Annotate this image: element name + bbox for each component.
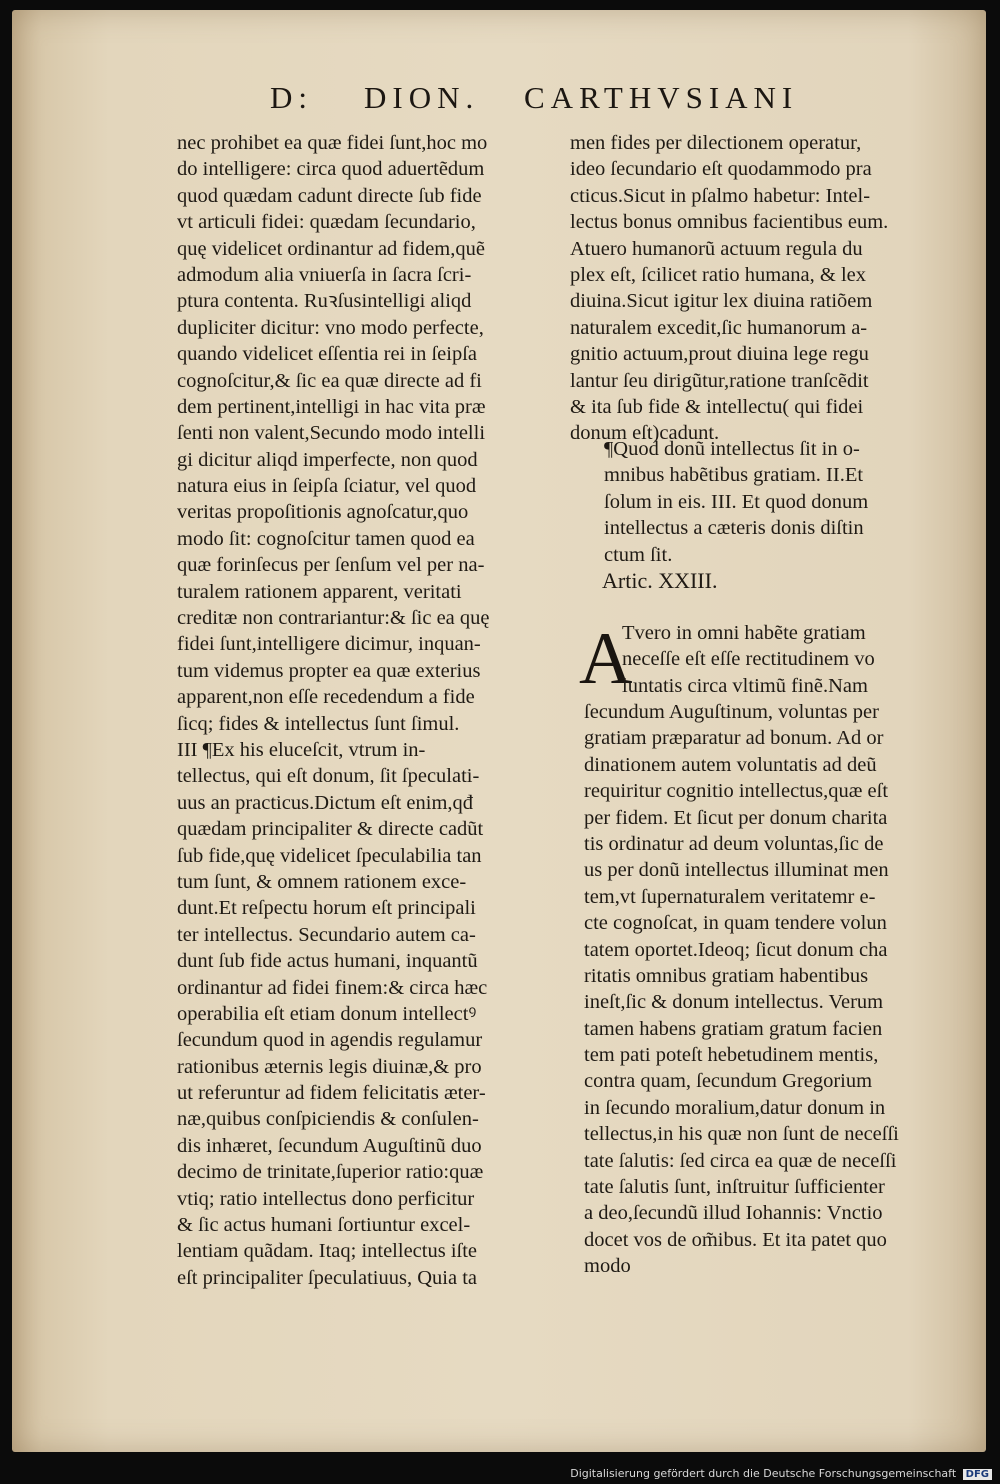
text-line: & ita ſub fide & intellectu( qui fidei: [570, 395, 864, 418]
text-line: tum videmus propter ea quæ exterius: [177, 659, 481, 682]
text-line: modo ſit: cognoſcitur tamen quod ea: [177, 527, 475, 550]
text-line: requiritur cognitio intellectus,quæ eſt: [584, 780, 889, 803]
text-line: nec prohibet ea quæ fidei ſunt,hoc mo: [177, 132, 488, 154]
text-line: vt articuli fidei: quædam ſecundario,: [177, 211, 476, 234]
left-column: [177, 130, 562, 1291]
summary-line: ſolum in eis. III. Et quod donum: [604, 490, 869, 513]
footer-text: Digitalisierung gefördert durch die Deutsche Forschungsgemeinschaft: [570, 1467, 957, 1480]
dfg-logo: DFG: [963, 1469, 992, 1480]
text-line: do intelligere: circa quod aduertẽdum: [177, 158, 485, 181]
text-line: ideo ſecundario eſt quodammodo pra: [570, 158, 872, 181]
text-line: gnitio actuum,prout diuina lege regu: [570, 343, 869, 366]
text-line: Tvero in omni habẽte gratiam: [622, 622, 866, 644]
text-line: quę videlicet ordinantur ad fidem,quẽ: [177, 237, 485, 260]
article-heading: Artic. XXIII.: [602, 568, 718, 593]
text-line: tamen habens gratiam gratum facien: [584, 1017, 883, 1040]
text-line: tis ordinatur ad deum voluntas,ſic de: [584, 832, 884, 855]
text-line: docet vos de om̃ibus. Et ita patet quo: [584, 1228, 887, 1251]
text-line: & ſic actus humani ſortiuntur excel-: [177, 1214, 471, 1237]
article-summary: [604, 436, 954, 568]
text-line: ordinantur ad fidei finem:& circa hæc: [177, 976, 488, 999]
text-line: Atuero humanorũ actuum regula du: [570, 237, 863, 260]
text-line: modo: [584, 1255, 631, 1278]
text-line: ptura contenta. Ruꝛſusintelligi aliqd: [177, 290, 472, 313]
text-line: per fidem. Et ſicut per donum charita: [584, 806, 888, 829]
text-line: uus an practicus.Dictum eſt enim,qđ: [177, 791, 474, 814]
paragraph-start: [622, 620, 972, 699]
text-line: men fides per dilectionem operatur,: [570, 132, 862, 154]
book-page: [12, 10, 986, 1452]
text-line: dinationem autem voluntatis ad deũ: [584, 753, 877, 776]
summary-line: intellectus a cæteris donis diſtin: [604, 517, 864, 540]
text-line: cticus.Sicut in pſalmo habetur: Intel-: [570, 184, 871, 207]
text-line: rationibus æternis legis diuinæ,& pro: [177, 1055, 482, 1078]
text-line: tate ſalutis: ſed circa ea quæ de neceſſi: [584, 1149, 897, 1172]
running-header: [12, 80, 986, 120]
text-line: naturalem excedit,ſic humanorum a-: [570, 316, 868, 339]
text-line: gratiam præparatur ad bonum. Ad or: [584, 727, 884, 750]
text-line: in ſecundo moralium,datur donum in: [584, 1096, 886, 1119]
text-line: quando videlicet eſſentia rei in ſeipſa: [177, 343, 477, 366]
text-line: dem pertinent,intelligi in hac vita præ: [177, 395, 486, 418]
text-line: vtiq; ratio intellectus dono perficitur: [177, 1187, 475, 1210]
text-line: quæ forinſecus per ſenſum vel per na-: [177, 554, 485, 577]
text-line: tatem oportet.Ideoq; ſicut donum cha: [584, 938, 888, 961]
text-line: a deo,ſecundũ illud Iohannis: Vnctio: [584, 1202, 883, 1225]
text-line: luntatis circa vltimũ finẽ.Nam: [622, 674, 868, 697]
text-line: ſenti non valent,Secundo modo intelli: [177, 422, 486, 445]
text-line: lantur ſeu dirigũtur,ratione tranſcẽdit: [570, 369, 869, 392]
text-line: ſub fide,quę videlicet ſpeculabilia tan: [177, 844, 482, 867]
right-column-top: [570, 130, 952, 447]
text-line: tate ſalutis ſunt, inſtruitur ſufficienter: [584, 1176, 885, 1199]
text-line: tellectus, qui eſt donum, ſit ſpeculati-: [177, 765, 480, 788]
text-line: ſicq; fides & intellectus ſunt ſimul.: [177, 712, 460, 735]
drop-cap: A: [579, 618, 633, 700]
text-line: ſecundum Auguſtinum, voluntas per: [584, 701, 879, 723]
text-line: dis inhæret, ſecundum Auguſtinũ duo: [177, 1134, 482, 1157]
text-line: ter intellectus. Secundario autem ca-: [177, 923, 476, 946]
text-line: eſt principaliter ſpeculatiuus, Quia ta: [177, 1266, 477, 1289]
text-line: donum eſt)cadunt.: [570, 422, 720, 445]
text-line: quod quædam cadunt directe ſub fide: [177, 184, 482, 207]
text-line: contra quam, ſecundum Gregorium: [584, 1070, 873, 1093]
header-center: DION.: [364, 80, 480, 115]
text-line: tem,vt ſupernaturalem veritatemr e-: [584, 885, 876, 908]
summary-line: ctum ſit.: [604, 543, 673, 566]
text-line: næ,quibus conſpiciendis & conſulen-: [177, 1108, 479, 1131]
text-line: apparent,non eſſe recedendum a fide: [177, 686, 475, 709]
text-line: diuina.Sicut igitur lex diuina ratiõem: [570, 290, 873, 313]
text-line: lectus bonus omnibus facientibus eum.: [570, 211, 889, 234]
text-line: tem pati poteſt hebetudinem mentis,: [584, 1044, 879, 1067]
text-line: creditæ non contrariantur:& ſic ea quę: [177, 607, 490, 630]
text-line: neceſſe eſt eſſe rectitudinem vo: [622, 648, 875, 671]
text-line: ritatis omnibus gratiam habentibus: [584, 964, 869, 987]
text-line: quædam principaliter & directe cadũt: [177, 818, 484, 841]
header-signature: D:: [270, 80, 313, 115]
footer-credit: [570, 1467, 992, 1480]
text-line: decimo de trinitate,ſuperior ratio:quæ: [177, 1161, 484, 1184]
text-line: cognoſcitur,& ſic ea quæ directe ad fi: [177, 369, 482, 392]
text-line: cte cognoſcat, in quam tendere volun: [584, 912, 887, 935]
text-line: tellectus,in his quæ non ſunt de neceſſi: [584, 1123, 899, 1146]
text-line: lentiam quãdam. Itaq; intellectus iſte: [177, 1240, 478, 1263]
text-line: ſecundum quod in agendis regulamur: [177, 1029, 483, 1052]
text-line: natura eius in ſeipſa ſciatur, vel quod: [177, 475, 477, 498]
text-line: dunt ſub fide actus humani, inquantũ: [177, 950, 478, 973]
header-title: CARTHVSIANI: [524, 80, 799, 115]
text-line: dunt.Et reſpectu horum eſt principali: [177, 897, 476, 920]
text-line: ut referuntur ad fidem felicitatis æter-: [177, 1082, 486, 1105]
text-line: plex eſt, ſcilicet ratio humana, & lex: [570, 263, 867, 286]
summary-line: mnibus habẽtibus gratiam. II.Et: [604, 464, 864, 487]
paragraph-body: [584, 699, 964, 1280]
text-line: turalem rationem apparent, veritati: [177, 580, 462, 603]
text-line: ineſt,ſic & donum intellectus. Verum: [584, 991, 884, 1014]
text-line: fidei ſunt,intelligere dicimur, inquan-: [177, 633, 481, 656]
text-line: III ¶Ex his eluceſcit, vtrum in-: [177, 738, 426, 761]
text-line: veritas propoſitionis agnoſcatur,quo: [177, 501, 469, 524]
text-line: dupliciter dicitur: vno modo perfecte,: [177, 316, 484, 339]
text-line: operabilia eſt etiam donum intellectꝰ: [177, 1002, 477, 1025]
text-line: gi dicitur aliqd imperfecte, non quod: [177, 448, 478, 471]
text-line: admodum alia vniuerſa in ſacra ſcri-: [177, 263, 472, 286]
summary-line: ¶Quod donũ intellectus ſit in o-: [604, 438, 860, 460]
text-line: tum ſunt, & omnem rationem exce-: [177, 870, 467, 893]
text-line: us per donũ intellectus illuminat men: [584, 859, 889, 882]
